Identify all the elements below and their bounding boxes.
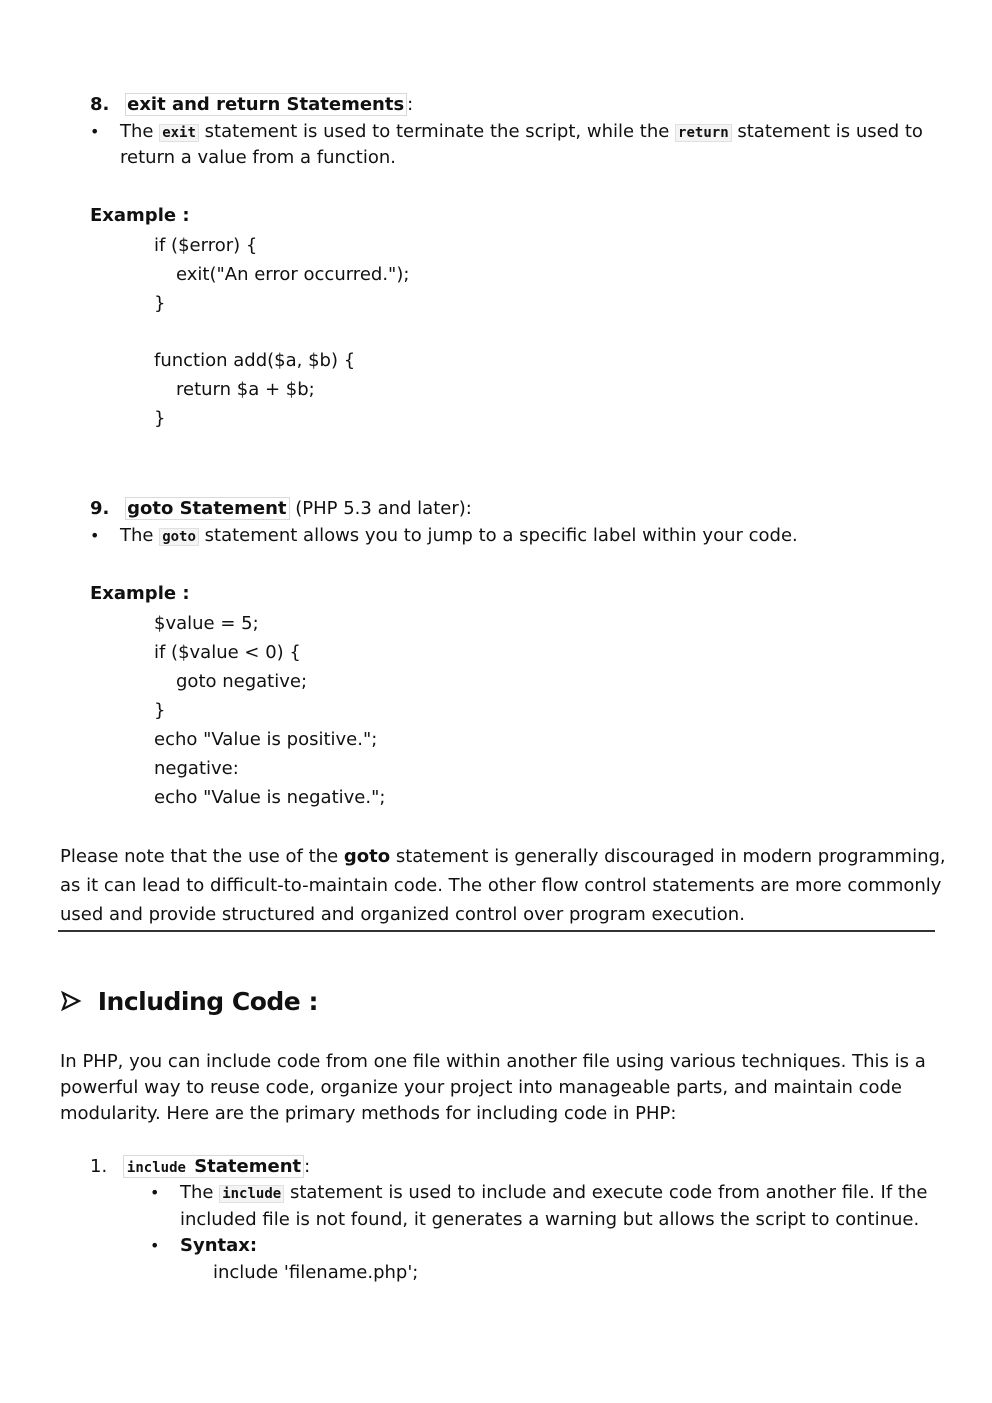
bullet-icon: • [150, 1236, 160, 1255]
section-8-example-label: Example : [90, 205, 190, 226]
code-line: } [154, 293, 166, 314]
code-line: if ($error) { [154, 235, 258, 256]
note-line-2: as it can lead to difficult-to-maintain code. The other flow control statements are more commonly [60, 875, 942, 896]
text: The [120, 121, 160, 142]
code-line: } [154, 408, 166, 429]
inline-code-goto: goto [159, 528, 199, 546]
code-line: exit("An error occurred."); [176, 264, 410, 285]
inline-code-return: return [675, 124, 732, 142]
text: statement allows you to jump to a specific label within your code. [198, 525, 798, 546]
note-line-3: used and provide structured and organized control over program execution. [60, 904, 745, 925]
code-line: if ($value < 0) { [154, 642, 301, 663]
horizontal-divider [58, 930, 935, 932]
text: statement is used to [731, 121, 923, 142]
code-line: return $a + $b; [176, 379, 315, 400]
section-9-subtitle: (PHP 5.3 and later): [289, 498, 472, 519]
code-line: $value = 5; [154, 613, 259, 634]
include-item-heading [90, 1155, 310, 1178]
section-9-example-label: Example : [90, 583, 190, 604]
code-line: echo "Value is negative."; [154, 787, 386, 808]
include-bullet-line-2: included file is not found, it generates a warning but allows the script to continue. [180, 1209, 920, 1230]
syntax-code: include 'filename.php'; [213, 1262, 419, 1283]
section-9-title: goto Statement [125, 497, 289, 520]
section-8-heading [90, 93, 413, 116]
intro-line-1: In PHP, you can include code from one file within another file using various techniques. This is a [60, 1051, 926, 1072]
text: statement is used to terminate the script, while the [198, 121, 676, 142]
code-line: negative: [154, 758, 239, 779]
section-8-title: exit and return Statements [125, 93, 407, 116]
code-line: } [154, 700, 166, 721]
intro-line-3: modularity. Here are the primary methods for including code in PHP: [60, 1103, 677, 1124]
section-8-bullet-line-1 [120, 120, 923, 143]
text: The [120, 525, 160, 546]
code-line: goto negative; [176, 671, 308, 692]
note-line-1 [60, 845, 946, 868]
code-line: function add($a, $b) { [154, 350, 356, 371]
text: The [180, 1182, 220, 1203]
text: Please note that the use of the [60, 846, 344, 867]
bold-goto: goto [343, 846, 391, 867]
section-title: Including Code : [97, 987, 318, 1016]
bullet-icon: • [90, 122, 100, 141]
text: Statement [187, 1156, 302, 1177]
include-item-number: 1. [90, 1156, 108, 1177]
section-9-heading [90, 497, 472, 520]
section-9-number: 9. [90, 498, 110, 519]
code-line: echo "Value is positive."; [154, 729, 378, 750]
text: : [304, 1156, 311, 1177]
include-bullet-line-1 [180, 1181, 927, 1204]
syntax-label: Syntax: [180, 1235, 258, 1256]
text: statement is used to include and execute code from another file. If the [284, 1182, 928, 1203]
section-8-colon: : [407, 94, 414, 115]
include-item-title [123, 1155, 304, 1178]
section-8-bullet-line-2: return a value from a function. [120, 147, 397, 168]
section-9-bullet-line [120, 524, 798, 547]
intro-line-2: powerful way to reuse code, organize your project into manageable parts, and maintain code [60, 1077, 903, 1098]
inline-code-include: include [126, 1160, 186, 1176]
bullet-icon: • [150, 1183, 160, 1202]
text: statement is generally discouraged in modern programming, [390, 846, 946, 867]
inline-code-exit: exit [159, 124, 199, 142]
including-code-heading [60, 986, 318, 1019]
bullet-icon: • [90, 526, 100, 545]
section-8-number: 8. [90, 94, 110, 115]
inline-code-include: include [219, 1185, 284, 1203]
arrow-bullet-icon [60, 990, 82, 1016]
